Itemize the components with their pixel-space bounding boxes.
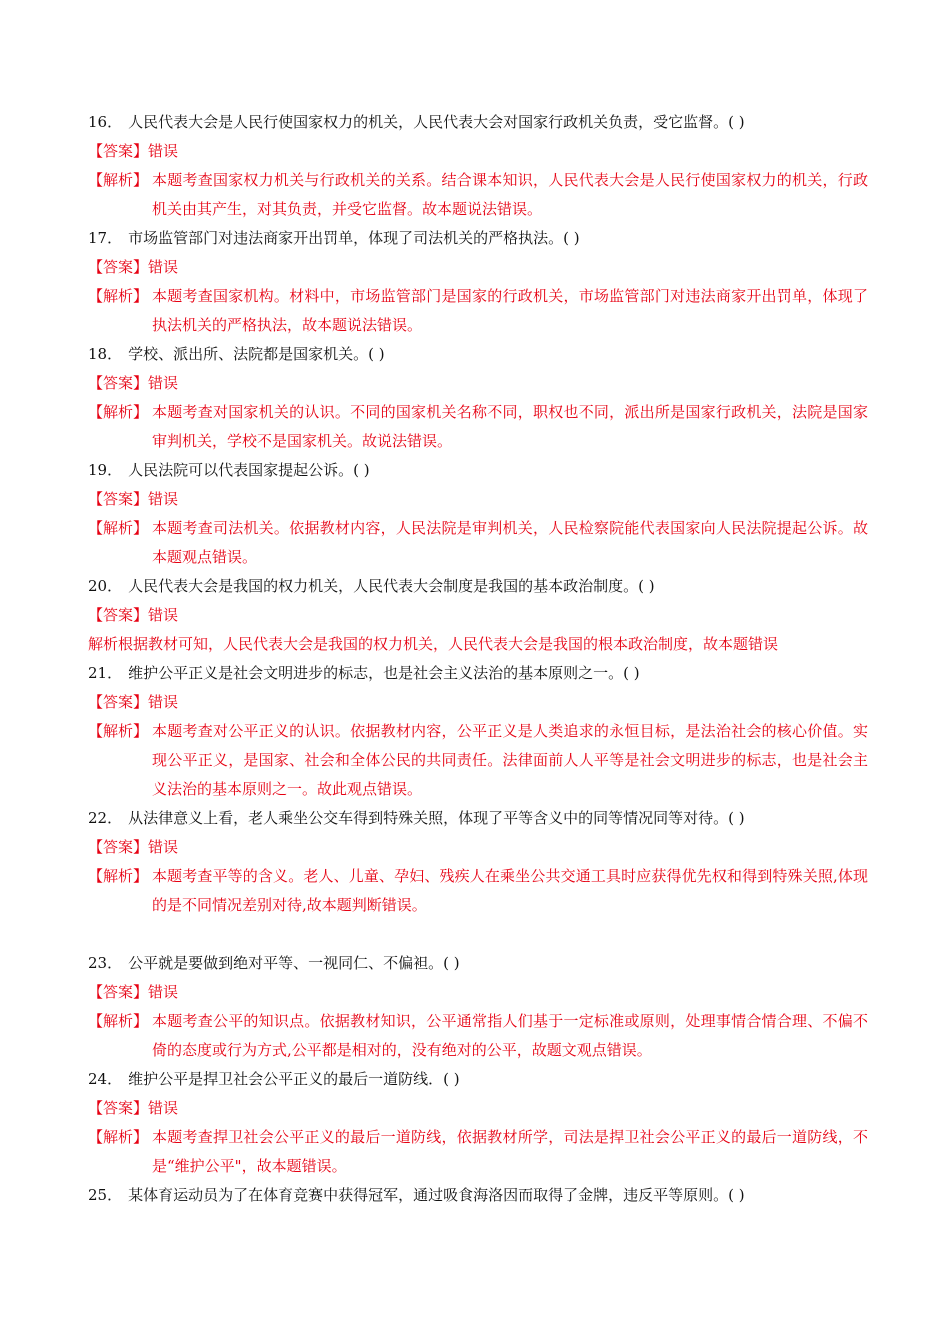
answer-21: 【答案】错误 (88, 693, 179, 711)
question-24: 24． 维护公平是捍卫社会公平正义的最后一道防线．( ) (88, 1070, 460, 1088)
question-text: 人民代表大会是我国的权力机关，人民代表大会制度是我国的基本政治制度。( ) (128, 577, 655, 595)
question-text: 公平就是要做到绝对平等、一视同仁、不偏袒。( ) (128, 954, 460, 972)
answer-17: 【答案】错误 (88, 258, 179, 276)
explanation-18: 【解析】 本题考查对国家机关的认识。不同的国家机关名称不同，职权也不同，派出所是国家行政机关，法院是国家审判机关，学校不是国家机关。故说法错误。 (88, 398, 868, 456)
question-21: 21． 维护公平正义是社会文明进步的标志，也是社会主义法治的基本原则之一。( ) (88, 664, 640, 682)
question-19: 19． 人民法院可以代表国家提起公诉。( ) (88, 461, 370, 479)
explanation-20 (88, 630, 868, 659)
explanation-21: 【解析】 本题考查对公平正义的认识。依据教材内容，公平正义是人类追求的永恒目标，是法治社会的核心价值。实现公平正义，是国家、社会和全体公民的共同责任。法律面前人人平等是社会文明进步的标志，也是社会主义法治的基本原则之一。故此观点错误。 (88, 717, 868, 804)
explanation-text: 解析根据教材可知，人民代表大会是我国的权力机关，人民代表大会是我国的根本政治制度，故本题错误 (88, 635, 779, 653)
explanation-text: 本题考查对国家机关的认识。不同的国家机关名称不同，职权也不同，派出所是国家行政机关，法院是国家审判机关，学校不是国家机关。故说法错误。 (152, 403, 868, 450)
question-23: 23． 公平就是要做到绝对平等、一视同仁、不偏袒。( ) (88, 954, 460, 972)
question-18: 18． 学校、派出所、法院都是国家机关。( ) (88, 345, 385, 363)
explanation-text: 本题考查对公平正义的认识。依据教材内容，公平正义是人类追求的永恒目标，是法治社会的核心价值。实现公平正义，是国家、社会和全体公民的共同责任。法律面前人人平等是社会文明进步的标志，也是社会主义法治的基本原则之一。故此观点错误。 (152, 722, 868, 798)
answer-18: 【答案】错误 (88, 374, 179, 392)
answer-20: 【答案】错误 (88, 606, 179, 624)
explanation-text: 本题考查司法机关。依据教材内容，人民法院是审判机关，人民检察院能代表国家向人民法院提起公诉。故本题观点错误。 (152, 519, 868, 566)
explanation-19: 【解析】 本题考查司法机关。依据教材内容，人民法院是审判机关，人民检察院能代表国家向人民法院提起公诉。故本题观点错误。 (88, 514, 868, 572)
answer-22: 【答案】错误 (88, 838, 179, 856)
explanation-23: 【解析】 本题考查公平的知识点。依据教材知识，公平通常指人们基于一定标准或原则，处理事情合情合理、不偏不倚的态度或行为方式,公平都是相对的，没有绝对的公平，故题文观点错误。 (88, 1007, 868, 1065)
answer-text: 错误 (148, 838, 179, 856)
explanation-text: 本题考查平等的含义。老人、儿童、孕妇、残疾人在乘坐公共交通工具时应获得优先权和得到特殊关照,体现的是不同情况差别对待,故本题判断错误。 (152, 867, 868, 914)
explanation-text: 本题考查国家机构。材料中，市场监管部门是国家的行政机关，市场监管部门对违法商家开出罚单，体现了执法机关的严格执法，故本题说法错误。 (152, 287, 868, 334)
answer-text: 错误 (148, 374, 179, 392)
answer-text: 错误 (148, 693, 179, 711)
question-text: 人民代表大会是人民行使国家权力的机关，人民代表大会对国家行政机关负责，受它监督。( ) (128, 113, 745, 131)
question-text: 学校、派出所、法院都是国家机关。( ) (128, 345, 385, 363)
blank-line (88, 920, 868, 949)
answer-text: 错误 (148, 142, 179, 160)
question-22: 22． 从法律意义上看，老人乘坐公交车得到特殊关照，体现了平等含义中的同等情况同等对待。( ) (88, 809, 745, 827)
explanation-24: 【解析】 本题考查捍卫社会公平正义的最后一道防线，依据教材所学，司法是捍卫社会公平正义的最后一道防线，不是“维护公平"，故本题错误。 (88, 1123, 868, 1181)
answer-24: 【答案】错误 (88, 1099, 179, 1117)
answer-text: 错误 (148, 606, 179, 624)
answer-23: 【答案】错误 (88, 983, 179, 1001)
question-text: 市场监管部门对违法商家开出罚单，体现了司法机关的严格执法。( ) (128, 229, 580, 247)
explanation-text: 本题考查公平的知识点。依据教材知识，公平通常指人们基于一定标准或原则，处理事情合情合理、不偏不倚的态度或行为方式,公平都是相对的，没有绝对的公平，故题文观点错误。 (152, 1012, 868, 1059)
question-16: 16． 人民代表大会是人民行使国家权力的机关，人民代表大会对国家行政机关负责，受它监督。( ) (88, 113, 745, 131)
question-text: 维护公平正义是社会文明进步的标志，也是社会主义法治的基本原则之一。( ) (128, 664, 640, 682)
question-17: 17． 市场监管部门对违法商家开出罚单，体现了司法机关的严格执法。( ) (88, 229, 580, 247)
answer-19: 【答案】错误 (88, 490, 179, 508)
answer-text: 错误 (148, 983, 179, 1001)
explanation-17: 【解析】 本题考查国家机构。材料中，市场监管部门是国家的行政机关，市场监管部门对违法商家开出罚单，体现了执法机关的严格执法，故本题说法错误。 (88, 282, 868, 340)
document-page (88, 108, 868, 1210)
answer-text: 错误 (148, 258, 179, 276)
answer-text: 错误 (148, 1099, 179, 1117)
explanation-text: 本题考查捍卫社会公平正义的最后一道防线，依据教材所学，司法是捍卫社会公平正义的最后一道防线，不是“维护公平"，故本题错误。 (152, 1128, 868, 1175)
answer-16: 【答案】错误 (88, 142, 179, 160)
question-text: 从法律意义上看，老人乘坐公交车得到特殊关照，体现了平等含义中的同等情况同等对待。( ) (128, 809, 745, 827)
question-text: 人民法院可以代表国家提起公诉。( ) (128, 461, 370, 479)
question-20: 20． 人民代表大会是我国的权力机关，人民代表大会制度是我国的基本政治制度。( ) (88, 577, 655, 595)
explanation-text: 本题考查国家权力机关与行政机关的关系。结合课本知识，人民代表大会是人民行使国家权力的机关，行政机关由其产生，对其负责，并受它监督。故本题说法错误。 (152, 171, 868, 218)
explanation-22: 【解析】 本题考查平等的含义。老人、儿童、孕妇、残疾人在乘坐公共交通工具时应获得优先权和得到特殊关照,体现的是不同情况差别对待,故本题判断错误。 (88, 862, 868, 920)
explanation-16: 【解析】 本题考查国家权力机关与行政机关的关系。结合课本知识，人民代表大会是人民行使国家权力的机关，行政机关由其产生，对其负责，并受它监督。故本题说法错误。 (88, 166, 868, 224)
question-text: 某体育运动员为了在体育竞赛中获得冠军，通过吸食海洛因而取得了金牌，违反平等原则。( ) (128, 1186, 745, 1204)
question-text: 维护公平是捍卫社会公平正义的最后一道防线．( ) (128, 1070, 460, 1088)
answer-text: 错误 (148, 490, 179, 508)
question-25: 25． 某体育运动员为了在体育竞赛中获得冠军，通过吸食海洛因而取得了金牌，违反平等原则。( ) (88, 1186, 745, 1204)
